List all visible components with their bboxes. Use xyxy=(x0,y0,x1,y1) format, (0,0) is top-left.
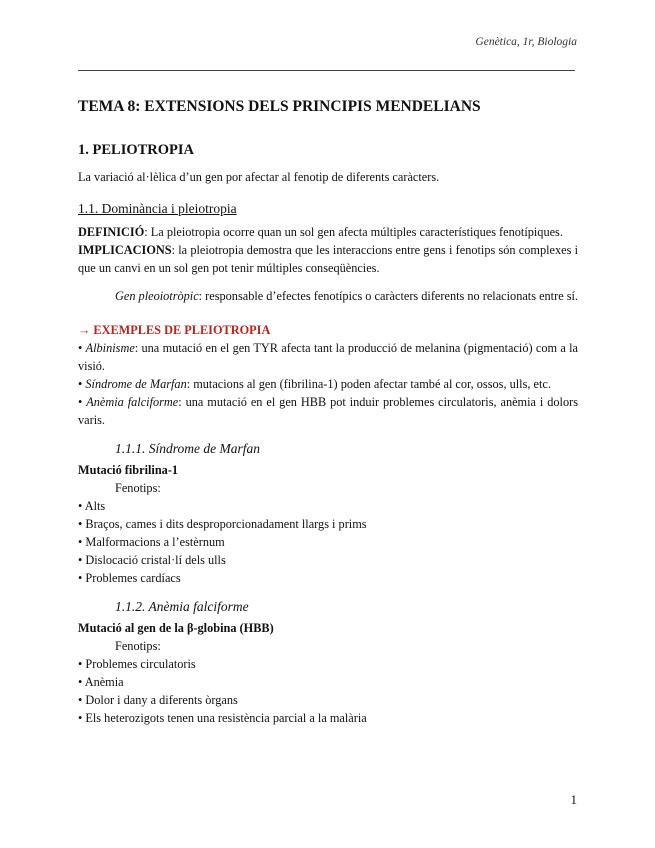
marfan-fenotips-list xyxy=(78,497,578,587)
subsection-heading-dominancia: 1.1. Dominància i pleiotropia xyxy=(78,201,237,216)
definicio-label: DEFINICIÓ xyxy=(78,225,145,239)
falciforme-fenotips-list xyxy=(78,655,578,727)
subsection-heading-falciforme: 1.1.2. Anèmia falciforme xyxy=(115,599,249,614)
list-item: • Problemes circulatoris xyxy=(78,657,196,671)
example-item-marfan xyxy=(78,375,578,393)
implicacions-paragraph xyxy=(78,241,578,277)
gen-pleiotropic-term: Gen pleoiotròpic xyxy=(115,289,199,303)
page-number: 1 xyxy=(570,792,577,807)
definicio-paragraph xyxy=(78,223,578,241)
list-item: • Braços, cames i dits desproporcionadament llargs i prims xyxy=(78,517,367,531)
example-term: Anèmia falciforme xyxy=(86,395,179,409)
list-item: • Alts xyxy=(78,499,106,513)
subsection-heading-marfan: 1.1.1. Síndrome de Marfan xyxy=(115,441,260,456)
bullet: • xyxy=(78,377,86,391)
list-item: • Els heterozigots tenen una resistència parcial a la malària xyxy=(78,711,367,725)
list-item: • Dislocació cristal·lí dels ulls xyxy=(78,553,226,567)
examples-list xyxy=(78,339,578,429)
list-item: • Malformacions a l’estèrnum xyxy=(78,535,225,549)
implicacions-label: IMPLICACIONS xyxy=(78,243,172,257)
example-text: : mutacions al gen (fibrilina-1) poden afectar també al cor, ossos, ulls, etc. xyxy=(186,377,551,391)
page-title: TEMA 8: EXTENSIONS DELS PRINCIPIS MENDELIANS xyxy=(78,98,481,115)
list-item: • Dolor i dany a diferents òrgans xyxy=(78,693,238,707)
marfan-mutation: Mutació fibrilina-1 xyxy=(78,463,179,477)
examples-heading: → EXEMPLES DE PLEIOTROPIA xyxy=(78,323,271,337)
section-intro: La variació al·lèlica d’un gen por afectar al fenotip de diferents caràcters. xyxy=(78,170,440,184)
gen-pleiotropic-paragraph xyxy=(78,287,578,305)
bullet: • xyxy=(78,341,86,355)
gen-pleiotropic-text: : responsable d’efectes fenotípics o caràcters diferents no relacionats entre sí. xyxy=(198,289,579,303)
header-rule xyxy=(78,70,575,71)
running-header: Genètica, 1r, Biologia xyxy=(475,36,577,48)
example-text: : una mutació en el gen HBB pot induir problemes circulatoris, anèmia i dolors varis. xyxy=(78,395,578,427)
marfan-fenotips-label: Fenotips: xyxy=(115,481,161,495)
falciforme-mutation: Mutació al gen de la β-globina (HBB) xyxy=(78,621,274,635)
bullet: • xyxy=(78,395,87,409)
example-text: : una mutació en el gen TYR afecta tant la producció de melanina (pigmentació) com a la visió. xyxy=(78,341,578,373)
list-item: • Problemes cardíacs xyxy=(78,571,181,585)
falciforme-fenotips-label: Fenotips: xyxy=(115,639,161,653)
page-body xyxy=(78,97,578,727)
example-item-albinisme xyxy=(78,339,578,375)
implicacions-text: : la pleiotropia demostra que les interaccions entre gens i fenotips són complexes i que un canvi en un sol gen pot tenir múltiples conseqüències. xyxy=(78,243,578,275)
definicio-text: : La pleiotropia ocorre quan un sol gen afecta múltiples característiques fenotípiques. xyxy=(144,225,563,239)
section-heading-peliotropia: 1. PELIOTROPIA xyxy=(78,142,195,158)
example-term: Síndrome de Marfan xyxy=(85,377,187,391)
example-term: Albinisme xyxy=(85,341,135,355)
example-item-falciforme xyxy=(78,393,578,429)
list-item: • Anèmia xyxy=(78,675,124,689)
